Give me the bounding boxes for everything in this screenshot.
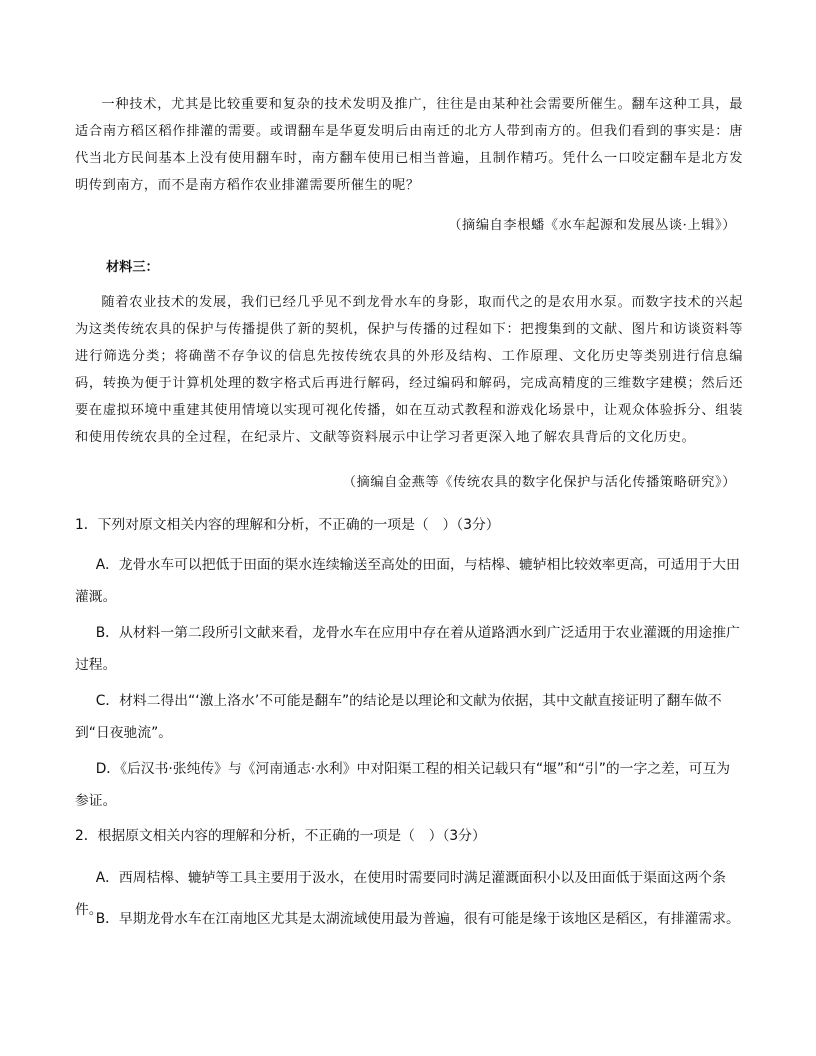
question-one-option-d: D．《后汉书·张纯传》与《河南通志·水利》中对阳渠工程的相关记载只有“堰”和“引”的一字之差，可互为参证。 (75, 761, 731, 809)
material-two-paragraph: 一种技术，尤其是比较重要和复杂的技术发明及推广，往往是由某种社会需要所催生。翻车这种工具，最适合南方稻区稻作排灌的需要。或谓翻车是华夏发明后由南迁的北方人带到南方的。但我们看到的事实是：唐代当北方民间基本上没有使用翻车时，南方翻车使用已相当普遍，且制作精巧。凭什么一口咬定翻车是北方发明传到南方，而不是南方稻作农业排灌需要所催生的呢？ (75, 97, 743, 193)
material-three-source: （摘编自金燕等《传统农具的数字化保护与活化传播策略研究》） (342, 475, 736, 490)
question-one-stem: 1．下列对原文相关内容的理解和分析，不正确的一项是（ ）（3分） (75, 517, 500, 533)
question-two-stem: 2．根据原文相关内容的理解和分析，不正确的一项是（ ）（3分） (75, 828, 486, 844)
question-two-option-a: A．西周桔槔、辘轳等工具主要用于汲水，在使用时需要同时满足灌溉面积小以及田面低于渠面这两个条件。 (75, 870, 726, 918)
material-two-source: （摘编自李根蟠《水车起源和发展丛谈·上辑》） (448, 218, 736, 233)
question-one-option-a: A．龙骨水车可以把低于田面的渠水连续输送至高处的田面，与桔槔、辘轳相比较效率更高，可适用于大田灌溉。 (75, 557, 740, 605)
material-three-paragraph: 随着农业技术的发展，我们已经几乎见不到龙骨水车的身影，取而代之的是农用水泵。而数字技术的兴起为这类传统农具的保护与传播提供了新的契机，保护与传播的过程如下：把搜集到的文献、图片和访谈资料等进行筛选分类；将确凿不存争议的信息先按传统农具的外形及结构、工作原理、文化历史等类别进行信息编码，转换为便于计算机处理的数字格式后再进行解码，经过编码和解码，完成高精度的三维数字建模；然后还要在虚拟环境中重建其使用情境以实现可视化传播，如在互动式教程和游戏化场景中，让观众体验拆分、组装和使用传统农具的全过程，在纪录片、文献等资料展示中让学习者更深入地了解农具背后的文化历史。 (75, 295, 743, 445)
question-one-option-c: C．材料二得出“‘激上洛水’不可能是翻车”的结论是以理论和文献为依据，其中文献直接证明了翻车做不到“日夜驰流”。 (75, 693, 722, 741)
material-three-heading: 材料三： (106, 260, 159, 275)
question-one-option-b: B．从材料一第二段所引文献来看，龙骨水车在应用中存在着从道路洒水到广泛适用于农业灌溉的用途推广过程。 (75, 625, 740, 673)
question-two-option-b: B．早期龙骨水车在江南地区尤其是太湖流域使用最为普遍，很有可能是缘于该地区是稻区，有排灌需求。 (95, 911, 740, 927)
